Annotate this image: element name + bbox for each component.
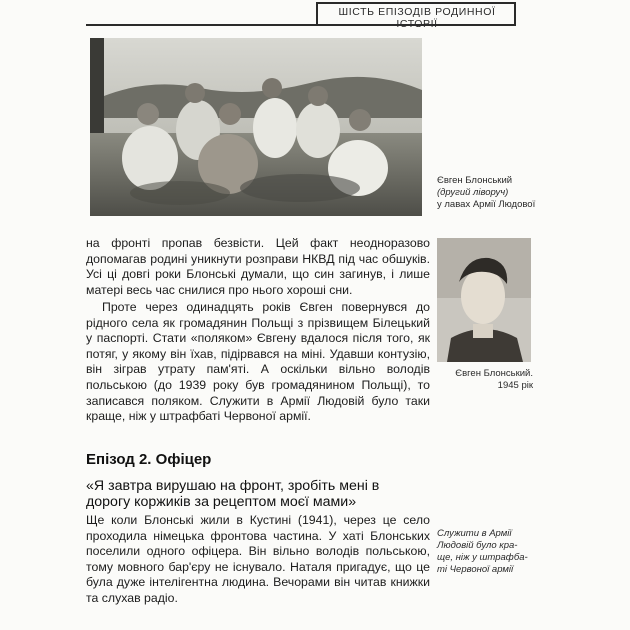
paragraph-text: на фронті пропав безвісти. Цей факт неодноразово допомагав родині уникнути розправи НКВД під час обшуків. Усі ці довгі роки Блонські думали, що син загинув, і лише матері весь час снилися про нього хороші сни.	[86, 236, 430, 297]
paragraph-text: Проте через одинадцять років Євген повернувся до рідного села як громадянин Польщі з прізвищем Білецький у паспорті. Стати «поляком» Євгену вдалося після того, як потяг, у якому він їхав, підірвався на міні. Удавши контузію, він зіграв утрату пам'яті. А оскільки вільно володів польською (до 1939 року був громадянином Польщі), то записався поляком. Служити в Армії Людовій було таки краще, ніж у штрафбаті Червоної армії.	[86, 300, 430, 424]
paragraph-1	[86, 236, 430, 298]
epigraph-quote: «Я завтра вирушаю на фронт, зробіть мені в дорогу коржиків за рецептом моєї мами»	[86, 478, 380, 510]
caption-line: Євген Блонський.	[455, 368, 533, 379]
sidebar-note-line: Служити в Армії	[437, 528, 512, 539]
portrait-photo-caption	[437, 368, 533, 392]
caption-line: (другий ліворуч)	[437, 187, 509, 198]
portrait-photo	[437, 238, 531, 362]
group-photo	[90, 38, 422, 216]
caption-line: 1945 рік	[497, 380, 533, 391]
paragraph-3	[86, 513, 430, 607]
caption-line: у лавах Армії Людової	[437, 199, 536, 210]
section-heading: Епізод 2. Офіцер	[86, 451, 212, 468]
group-photo-image	[90, 38, 422, 216]
sidebar-note	[437, 528, 557, 576]
sidebar-note-line: ще, ніж у штрафба-	[437, 552, 528, 563]
group-photo-caption	[437, 175, 587, 211]
sidebar-note-line: ті Червоної армії	[437, 564, 514, 575]
sidebar-note-line: Людовій було кра-	[437, 540, 518, 551]
running-header-title: ШІСТЬ ЕПІЗОДІВ РОДИННОЇ ІСТОРІЇ	[338, 6, 496, 30]
paragraph-2	[86, 300, 430, 425]
portrait-photo-image	[437, 238, 531, 362]
caption-line: Євген Блонський	[437, 175, 513, 186]
paragraph-text: Ще коли Блонські жили в Кустині (1941), через це село проходила німецька фронтова частина. У хаті Блонських поселили одного офіцера. Він вільно володів польською, тому мовного бар'єру не існувало. Наталя пригадує, що це була дуже інтелігентна людина. Вечорами він читав книжки та слухав радіо.	[86, 513, 430, 605]
